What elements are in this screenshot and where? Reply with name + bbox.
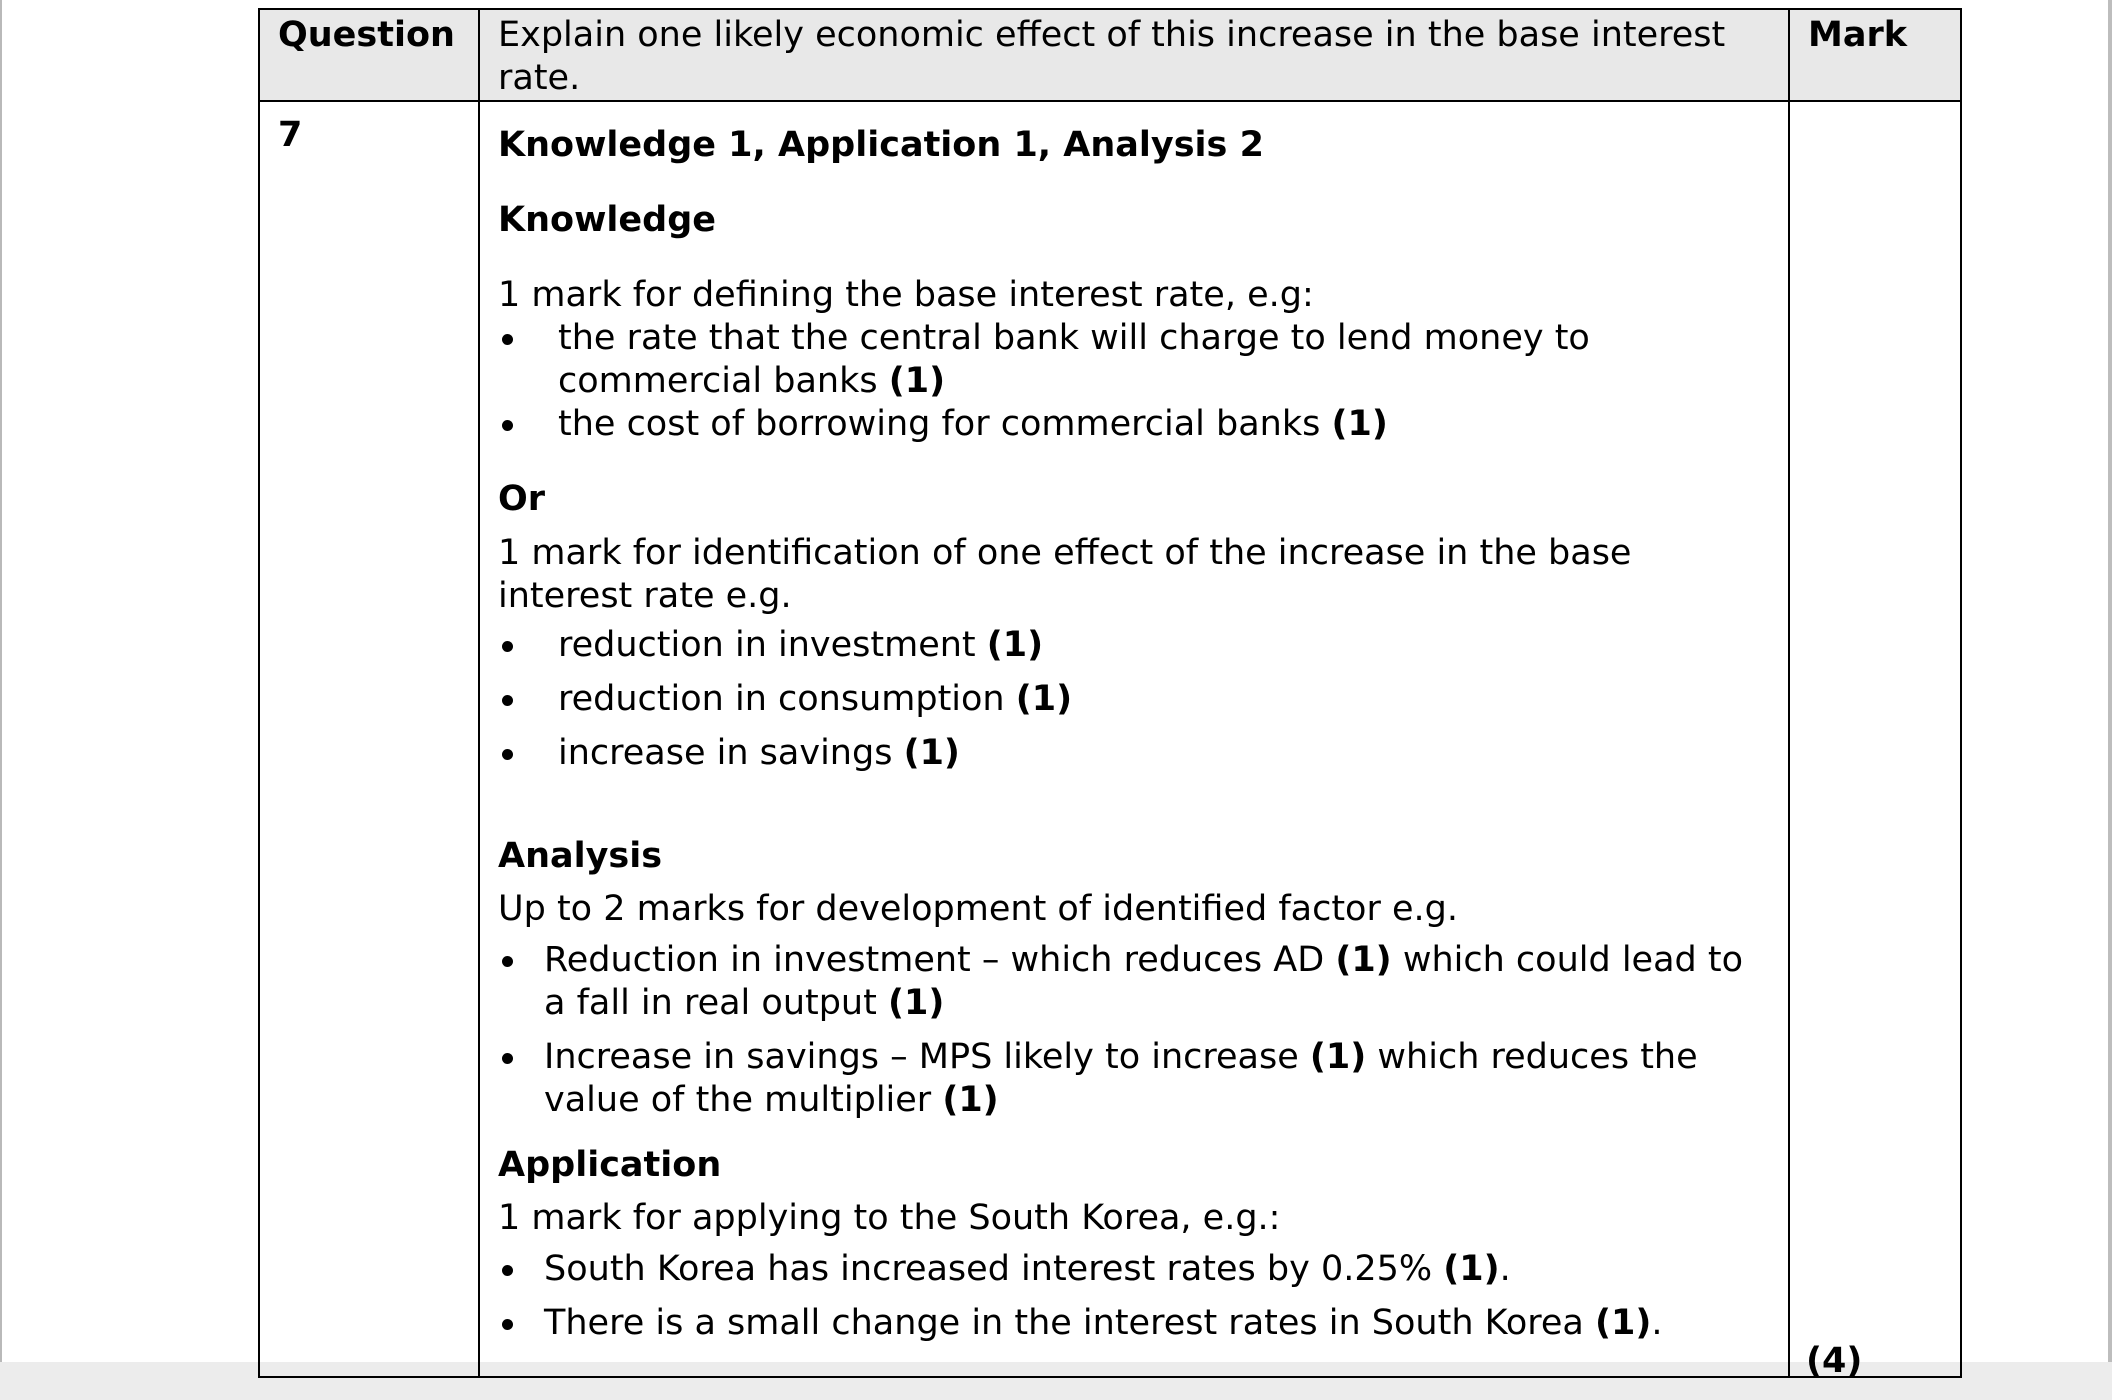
list-item <box>498 732 1758 775</box>
item-mark: (1) <box>903 733 960 773</box>
knowledge-title: Knowledge <box>498 200 716 240</box>
item-text: There is a small change in the interest rates in South Korea <box>544 1303 1584 1343</box>
item-mark: (1) <box>986 625 1044 665</box>
page-edge-left <box>0 0 2 1362</box>
list-item <box>498 403 1758 446</box>
question-text: Explain one likely economic effect of this increase in the base interest rate. <box>479 9 1789 101</box>
list-item <box>498 317 1758 403</box>
or-title: Or <box>498 479 546 519</box>
list-item <box>498 939 1758 1025</box>
mark-scheme-table <box>258 8 1962 1381</box>
item-text: the cost of borrowing for commercial banks <box>558 404 1321 444</box>
question-column-header: Question <box>259 9 479 101</box>
page-edge-right <box>2108 0 2112 1362</box>
analysis-intro: Up to 2 marks for development of identified factor e.g. <box>498 889 1458 929</box>
total-mark: (4) <box>1806 1341 1863 1381</box>
item-end: . <box>1499 1249 1511 1289</box>
list-item <box>498 678 1758 721</box>
analysis-list <box>498 939 1758 1122</box>
list-item <box>498 1302 1758 1345</box>
analysis-title: Analysis <box>498 836 663 876</box>
item-text: which could lead to a fall in real output <box>544 940 1744 1023</box>
mark-column-header: Mark <box>1789 9 1961 101</box>
item-end: . <box>1651 1303 1663 1343</box>
item-text: increase in savings <box>558 733 893 773</box>
item-text: Increase in savings – MPS likely to increase <box>544 1037 1299 1077</box>
knowledge-intro: 1 mark for defining the base interest rate, e.g: <box>498 275 1314 315</box>
knowledge-list <box>498 317 1758 446</box>
application-title: Application <box>498 1145 722 1185</box>
answer-row <box>259 101 1961 1377</box>
application-intro: 1 mark for applying to the South Korea, e.g.: <box>498 1198 1281 1238</box>
item-text: Reduction in investment – which reduces AD <box>544 940 1325 980</box>
item-text: the rate that the central bank will charge to lend money to commercial banks <box>558 318 1590 401</box>
item-mark: (1) <box>1015 679 1073 719</box>
item-mark: (1) <box>1443 1249 1500 1289</box>
question-number: 7 <box>259 101 479 1377</box>
list-item <box>498 624 1758 667</box>
item-mark: (1) <box>887 983 945 1023</box>
header-row <box>259 9 1961 101</box>
item-text: reduction in consumption <box>558 679 1005 719</box>
or-list <box>498 624 1758 775</box>
item-mark: (1) <box>1331 404 1388 444</box>
list-item <box>498 1036 1758 1122</box>
item-text: which reduces the value of the multiplier <box>544 1037 1698 1120</box>
item-mark: (1) <box>942 1080 999 1120</box>
item-mark: (1) <box>888 361 946 401</box>
item-mark: (1) <box>1595 1303 1652 1343</box>
list-item <box>498 1248 1758 1291</box>
item-text: reduction in investment <box>558 625 976 665</box>
item-text: South Korea has increased interest rates by 0.25% <box>544 1249 1433 1289</box>
or-intro: 1 mark for identification of one effect of the increase in the base interest rate e.g. <box>498 533 1632 616</box>
marking-guidance <box>479 101 1789 1377</box>
item-mark: (1) <box>1335 940 1392 980</box>
mark-allocation-summary: Knowledge 1, Application 1, Analysis 2 <box>498 125 1264 165</box>
mark-cell <box>1789 101 1961 1381</box>
item-mark: (1) <box>1309 1037 1367 1077</box>
application-list <box>498 1248 1758 1345</box>
